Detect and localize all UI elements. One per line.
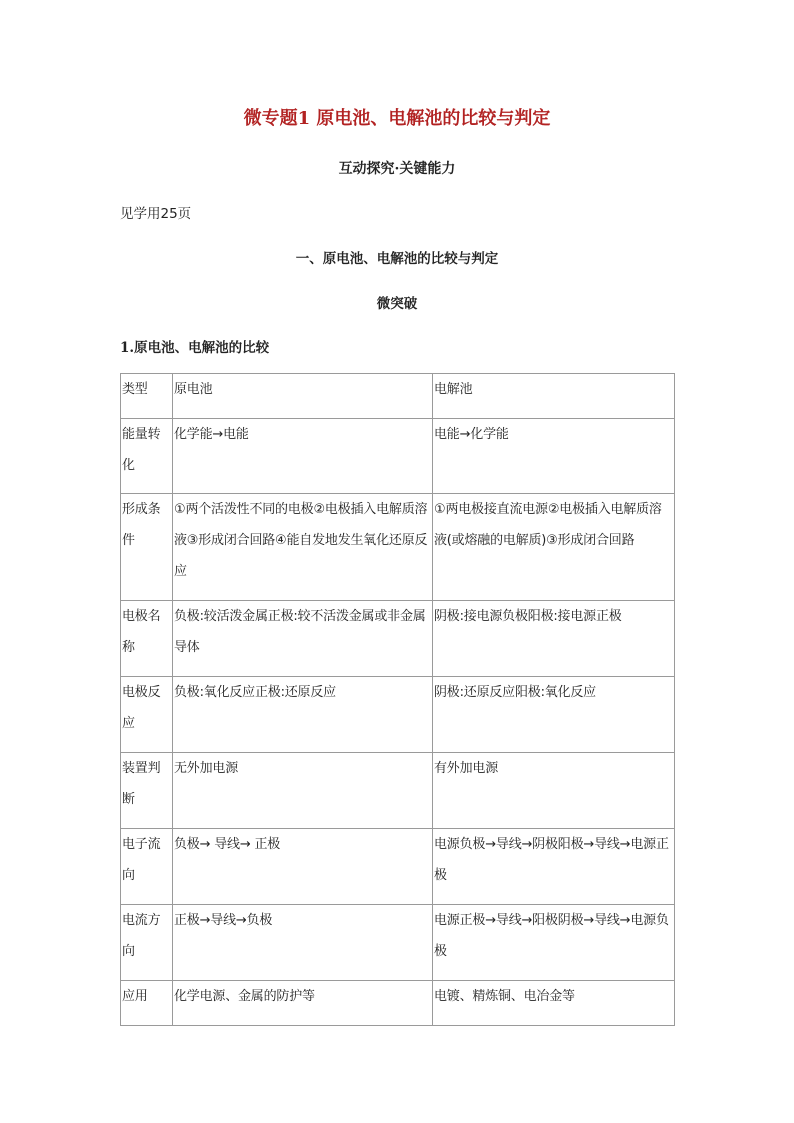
section-heading: 一、原电池、电解池的比较与判定 [295, 251, 499, 267]
table-cell: ①两电极接直流电源②电极插入电解质溶液(或熔融的电解质)③形成闭合回路 [433, 494, 675, 601]
table-row [121, 981, 675, 1026]
table-row [121, 753, 675, 829]
table-cell: 电源负极→导线→阴极阳极→导线→电源正极 [433, 829, 675, 905]
table-row [121, 905, 675, 981]
table-row [121, 419, 675, 494]
page-title: 微专题1 原电池、电解池的比较与判定 [243, 108, 551, 129]
table-row [121, 601, 675, 677]
table-cell: 有外加电源 [433, 753, 675, 829]
row-label-cell: 电子流向 [121, 829, 173, 905]
table-cell: 化学能→电能 [173, 419, 433, 494]
table-cell: 电能→化学能 [433, 419, 675, 494]
table-cell: 阴极:还原反应阳极:氧化反应 [433, 677, 675, 753]
table-row [121, 677, 675, 753]
table-cell: ①两个活泼性不同的电极②电极插入电解质溶液③形成闭合回路④能自发地发生氧化还原反应 [173, 494, 433, 601]
table-header-cell: 类型 [121, 374, 173, 419]
table-cell: 阴极:接电源负极阳极:接电源正极 [433, 601, 675, 677]
section-subtitle: 互动探究·关键能力 [338, 161, 456, 177]
table-cell: 电源正极→导线→阳极阴极→导线→电源负极 [433, 905, 675, 981]
sub-heading: 微突破 [376, 296, 418, 312]
table-cell: 负极→ 导线→ 正极 [173, 829, 433, 905]
page-reference: 见学用25页 [120, 206, 192, 222]
table-header-cell: 原电池 [173, 374, 433, 419]
table-row [121, 494, 675, 601]
table-row [121, 829, 675, 905]
table-cell: 无外加电源 [173, 753, 433, 829]
table-header-cell: 电解池 [433, 374, 675, 419]
row-label-cell: 电极反应 [121, 677, 173, 753]
table-cell: 正极→导线→负极 [173, 905, 433, 981]
comparison-table [120, 373, 675, 1026]
row-label-cell: 装置判断 [121, 753, 173, 829]
item-heading: 1.原电池、电解池的比较 [120, 340, 270, 356]
row-label-cell: 电流方向 [121, 905, 173, 981]
row-label-cell: 应用 [121, 981, 173, 1026]
table-cell: 化学电源、金属的防护等 [173, 981, 433, 1026]
table-cell: 负极:较活泼金属正极:较不活泼金属或非金属导体 [173, 601, 433, 677]
table-cell: 电镀、精炼铜、电冶金等 [433, 981, 675, 1026]
table-header-row [121, 374, 675, 419]
row-label-cell: 能量转化 [121, 419, 173, 494]
row-label-cell: 电极名称 [121, 601, 173, 677]
table-cell: 负极:氧化反应正极:还原反应 [173, 677, 433, 753]
row-label-cell: 形成条件 [121, 494, 173, 601]
